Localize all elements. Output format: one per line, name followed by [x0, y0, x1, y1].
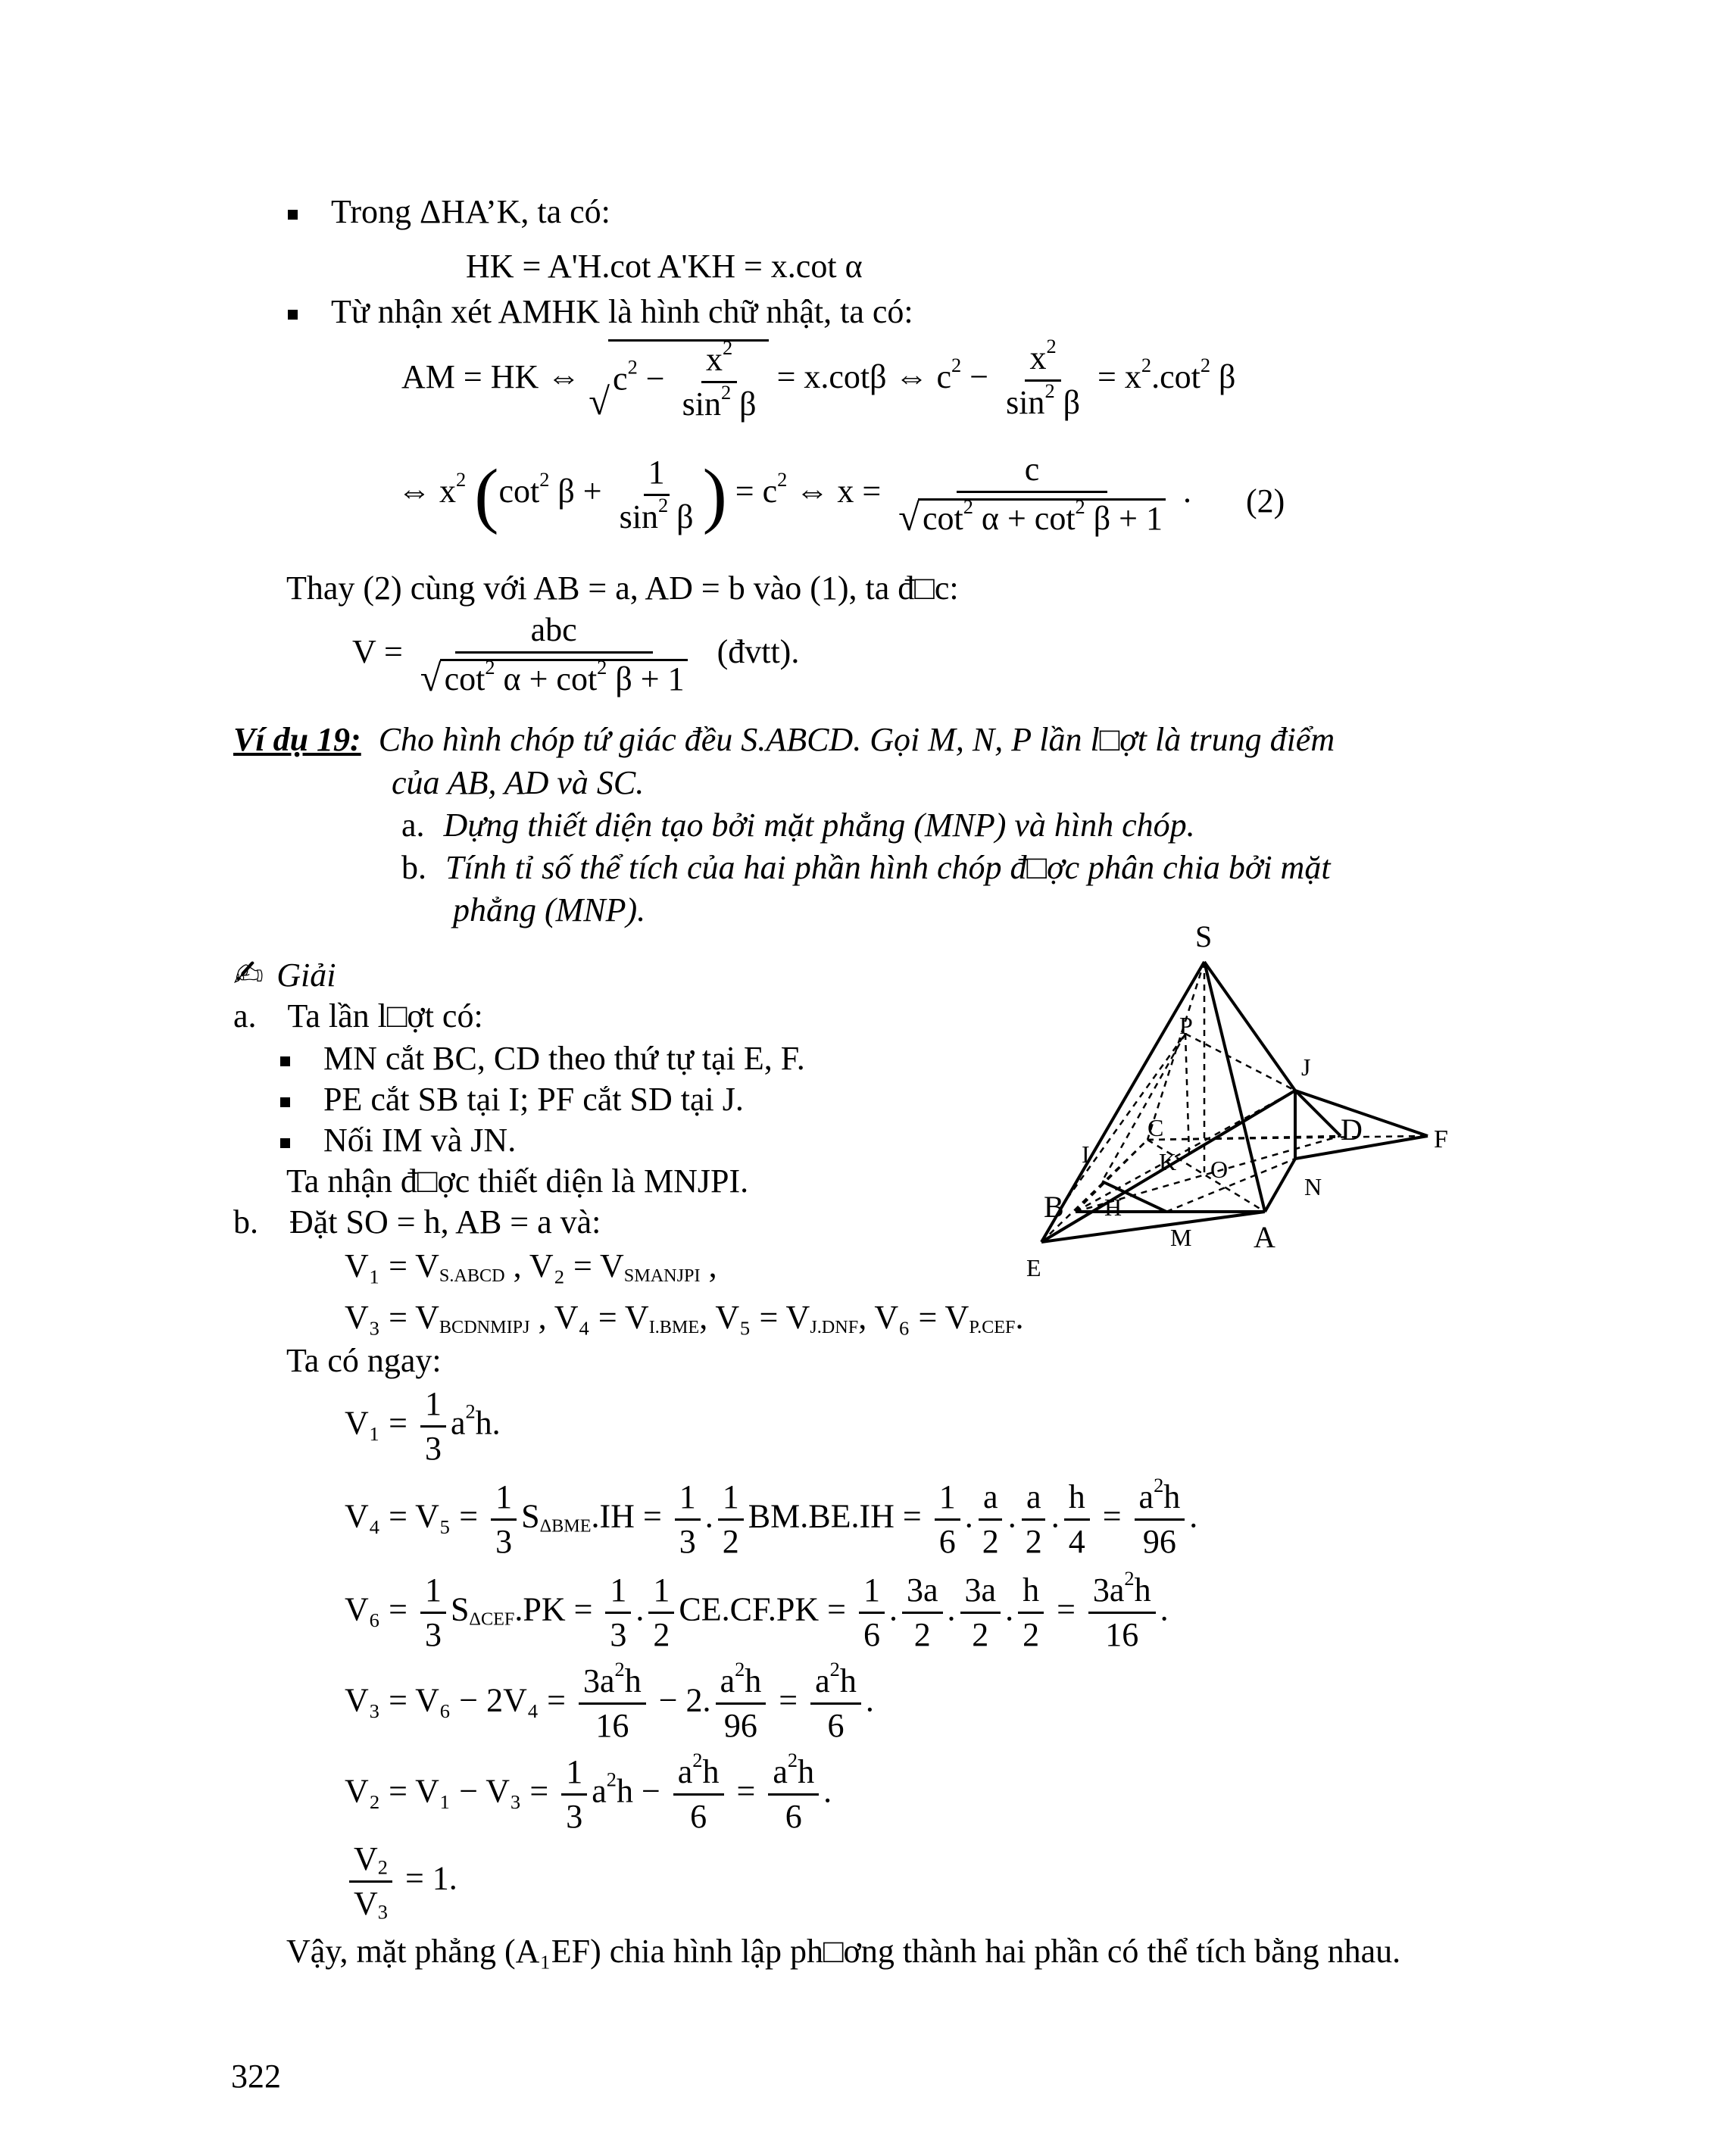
eq-v4-v5: V₄ = V₅ = $\frac{1}{3}$ SΔBME.IH = $\frac{1}{3}$ . $\frac{1}{2}$ BM.BE.IH = $\frac{1}{6}$ . $\frac{a}{2}$ . $\frac{a}{2}$ . $\frac{h}{4}$ = $\frac{a^2h}{96}$ . — [345, 1473, 1198, 1560]
lhs: V₁ = — [345, 1404, 407, 1442]
v4: , V₄ = V — [538, 1299, 649, 1336]
eq-v3: V₃ = V₆ − 2V₄ = $\frac{3a^2h}{16}$ − 2. $\frac{a^2h}{96}$ = $\frac{a^2h}{6}$ . — [345, 1657, 874, 1744]
eq-iff: ⇔ x = — [795, 473, 882, 510]
ta-co-ngay: Ta có ngay: — [286, 1342, 442, 1379]
pyramid-figure — [1015, 920, 1469, 1291]
dot: . — [1015, 1299, 1024, 1336]
unit: (đvtt). — [717, 633, 800, 671]
solid-edges — [1041, 962, 1428, 1242]
text: Nối IM và JN. — [323, 1122, 517, 1159]
s: S — [521, 1497, 540, 1535]
eq-mid2: = x — [1097, 358, 1141, 396]
lhs: V₂ = V₁ − V₃ = — [345, 1772, 549, 1810]
eq-hk — [466, 250, 863, 283]
example-19-a — [401, 809, 1195, 842]
v5: , V₅ = V — [699, 1299, 810, 1336]
lhs: V₃ = V₆ − 2V₄ = — [345, 1681, 566, 1719]
text: Trong ΔHA’K, ta có: — [331, 193, 610, 230]
bullet-icon — [288, 210, 298, 220]
label-K: K — [1159, 1148, 1177, 1175]
part-a-bullet-1 — [280, 1042, 805, 1075]
eq-v1: V₁ = $\frac{1}{3}$ $a^2h$. — [345, 1385, 501, 1467]
text: Ta lần l□ợt có: — [287, 997, 483, 1034]
label-M: M — [1170, 1224, 1192, 1251]
text: Tính tỉ số thể tích của hai phần hình chóp đ□ợc phân chia bởi mặt — [445, 849, 1331, 886]
eq-am-hk: AM = HK ⇔ √ $c^2$ − $\frac{x^2}{\sin^2 \beta}$ = x.cotβ ⇔ $c^2$ − $\frac{x^2}{\sin^2 \beta}$ = $x^2.\cot^2$ β — [401, 334, 1236, 423]
solution-heading — [233, 953, 336, 995]
eq-lhs: AM = HK ⇔ — [401, 358, 581, 396]
eq-hk-text: HK = A'H.cot A'KH = x.cot α — [466, 248, 863, 285]
eq-c2: = c — [735, 473, 778, 510]
example-19-line1 — [233, 723, 1335, 757]
volume-defs-2 — [345, 1301, 1024, 1337]
eq-mid: = x.cotβ ⇔ c — [776, 358, 952, 396]
label-N: N — [1304, 1173, 1322, 1200]
eq-ratio: $\frac{V_2}{V_3}$ = 1. — [345, 1843, 457, 1921]
label: b. — [401, 849, 426, 886]
label: a. — [401, 807, 425, 844]
example-19-line2: của AB, AD và SC. — [392, 764, 645, 801]
eq-v2: V₂ = V₁ − V₃ = $\frac{1}{3}$ $a^2h$ − $\frac{a^2h}{6}$ = $\frac{a^2h}{6}$ . — [345, 1748, 832, 1835]
example-text: Cho hình chóp tứ giác đều S.ABCD. Gọi M, N, P lần l□ợt là trung điểm — [378, 721, 1335, 758]
label-A: A — [1254, 1220, 1275, 1254]
conclusion: Vậy, mặt phẳng (A₁EF) chia hình lập ph□ơng thành hai phần có thể tích bằng nhau. — [286, 1933, 1401, 1970]
v6-sub: P.CEF — [969, 1317, 1016, 1338]
writing-hand-icon: ✍ — [233, 953, 264, 995]
v1: V₁ = V — [345, 1247, 439, 1284]
label-D: D — [1341, 1113, 1363, 1147]
eq-solution-x: ⇔ $x^2$ ($\cot^2$ β + $\frac{1}{\sin^2 \beta}$ ) = $c^2$ ⇔ x = c √ $\cot^2 \alpha + \cot^2 \beta + 1$ . — [398, 451, 1191, 538]
label-H: H — [1104, 1194, 1122, 1221]
s-sub: ΔCEF — [469, 1609, 515, 1630]
ih: .IH = — [591, 1497, 662, 1535]
bullet-icon — [280, 1097, 290, 1107]
lhs: V₄ = V₅ = — [345, 1497, 479, 1535]
label-J: J — [1301, 1053, 1311, 1081]
abc: abc — [455, 613, 653, 654]
s: S — [450, 1590, 470, 1628]
text: Dựng thiết diện tạo bởi mặt phẳng (MNP) và hình chóp. — [443, 807, 1195, 844]
bullet-icon — [280, 1056, 290, 1066]
label: a. — [233, 997, 257, 1034]
v5-sub: J.DNF — [810, 1317, 859, 1338]
part-b — [233, 1203, 601, 1240]
solution-label: Giải — [276, 956, 336, 994]
eq: = 1. — [404, 1859, 457, 1897]
eq-tail: .cot — [1151, 358, 1201, 396]
example-label: Ví dụ 19: — [233, 721, 361, 758]
c: c — [613, 360, 628, 398]
volume-defs-1: V₁ = VS.ABCD , V₂ = VSMANJPI , — [345, 1247, 717, 1287]
text: Từ nhận xét AMHK là hình chữ nhật, ta có: — [331, 293, 913, 330]
label-S: S — [1195, 920, 1213, 953]
label-P: P — [1179, 1012, 1193, 1039]
eq-volume: V = abc √ $\cot^2 \alpha + \cot^2 \beta + 1$ (đvtt). — [352, 611, 800, 699]
part-a — [233, 997, 483, 1034]
v2: , V₂ = V — [513, 1247, 624, 1284]
text: MN cắt BC, CD theo thứ tự tại E, F. — [323, 1040, 805, 1077]
cot: cot — [498, 473, 540, 510]
v4-sub: I.BME — [648, 1317, 700, 1338]
label: b. — [233, 1203, 258, 1240]
bullet-icon — [280, 1138, 290, 1148]
eq-lead: ⇔ x — [398, 473, 456, 510]
pk: .PK = — [514, 1590, 593, 1628]
bullet-icon — [288, 310, 298, 320]
part-a-bullet-3 — [280, 1124, 516, 1157]
bm: BM.BE.IH = — [748, 1497, 922, 1535]
label-F: F — [1434, 1125, 1448, 1153]
v3-sub: BCDNMIPJ — [439, 1317, 530, 1338]
page-number: 322 — [231, 2058, 281, 2095]
part-a-conclusion: Ta nhận đ□ợc thiết diện là MNJPI. — [286, 1162, 749, 1200]
sqrt-expression: √ $c^2$ − $\frac{x^2}{\sin^2 \beta}$ — [589, 339, 768, 421]
ce: CE.CF.PK = — [679, 1590, 846, 1628]
v6: , V₆ = V — [858, 1299, 969, 1336]
label-I: I — [1082, 1141, 1090, 1168]
v3: V₃ = V — [345, 1299, 439, 1336]
line-trong-ha-k — [288, 195, 610, 229]
label-C: C — [1147, 1114, 1164, 1141]
v2-sub: SMANJPI — [623, 1265, 701, 1287]
text: PE cắt SB tại I; PF cắt SD tại J. — [323, 1081, 744, 1118]
example-19-b — [401, 851, 1331, 885]
s-sub: ΔBME — [539, 1515, 592, 1537]
text: Đặt SO = h, AB = a và: — [289, 1203, 601, 1240]
label-E: E — [1026, 1254, 1041, 1281]
eq-v6: V₆ = $\frac{1}{3}$ SΔCEF.PK = $\frac{1}{3}$ . $\frac{1}{2}$ CE.CF.PK = $\frac{1}{6}$ . $\frac{3a}{2}$ . $\frac{3a}{2}$ . $\frac{h}{2}$ = $\frac{3a^2h}{16}$ . — [345, 1566, 1169, 1653]
line-thay: Thay (2) cùng với AB = a, AD = b vào (1), ta đ□c: — [286, 570, 959, 607]
v1-sub: S.ABCD — [439, 1265, 505, 1287]
eq-dot: . — [1182, 473, 1191, 510]
eq-tag-2: (2) — [1246, 482, 1285, 520]
part-a-bullet-2 — [280, 1083, 744, 1116]
label-B: B — [1044, 1190, 1064, 1224]
label-O: O — [1210, 1156, 1229, 1183]
example-19-b2: phẳng (MNP). — [453, 891, 646, 928]
lhs: V₆ = — [345, 1590, 407, 1628]
line-tu-nhan-xet — [288, 295, 913, 329]
eq-v: V = — [352, 633, 403, 671]
minus: − 2. — [658, 1681, 711, 1719]
